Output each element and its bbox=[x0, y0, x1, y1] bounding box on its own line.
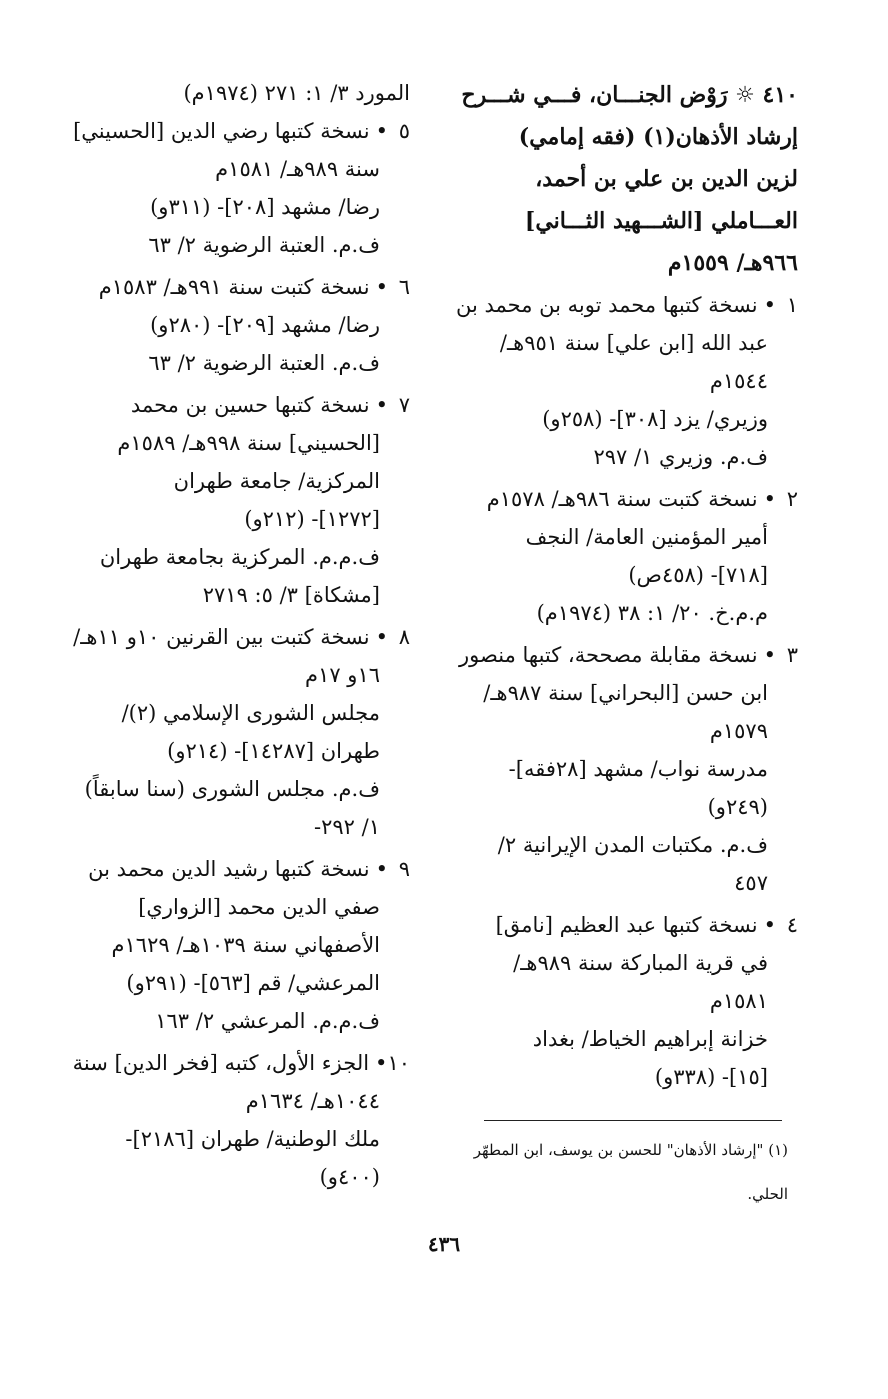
entry-number: ٤ bbox=[786, 913, 798, 937]
bullet-icon: • bbox=[763, 487, 776, 511]
heading-line: ٩٦٦هـ/ ١٥٥٩م bbox=[667, 250, 798, 276]
entry-text: نسخة كتبها رشيد الدين محمد بن bbox=[88, 857, 370, 881]
entry-text: نسخة كتبها محمد توبه بن محمد بن bbox=[456, 293, 758, 317]
entry-line: ف.م. وزيري ١/ ٢٩٧ bbox=[593, 445, 768, 469]
entry-line: طهران [١٤٢٨٧]- (٢١٤و) bbox=[167, 739, 380, 763]
page-number: ٤٣٦ bbox=[427, 1232, 461, 1256]
entry-first-line bbox=[72, 112, 410, 150]
bullet-icon: • bbox=[375, 857, 388, 881]
entry-line: ١/ ٢٩٢- bbox=[314, 815, 380, 839]
entry-line: ١٥٧٩م bbox=[709, 719, 768, 743]
bullet-icon: • bbox=[763, 643, 776, 667]
bullet-icon: • bbox=[375, 1051, 388, 1075]
entry-line: سنة ٩٨٩هـ/ ١٥٨١م bbox=[215, 157, 380, 181]
entry-line: المرعشي/ قم [٥٦٣]- (٢٩١و) bbox=[126, 971, 380, 995]
entry-line: ف.م. مكتبات المدن الإيرانية ٢/ bbox=[497, 833, 768, 857]
entry-text: نسخة كتبها عبد العظيم [نامق] bbox=[495, 913, 758, 937]
heading-line: إرشاد الأذهان(١) (فقه إمامي) bbox=[518, 124, 798, 150]
entry-line: [١٥]- (٣٣٨و) bbox=[654, 1065, 768, 1089]
entry-first-line bbox=[448, 286, 798, 324]
entry-first-line bbox=[72, 386, 410, 424]
entry-heading bbox=[448, 74, 798, 284]
manuscript-entry-5 bbox=[72, 112, 410, 264]
manuscript-entry-2 bbox=[448, 480, 798, 632]
entry-line: مدرسة نواب/ مشهد [٢٨فقه]- bbox=[508, 757, 768, 781]
entry-line: ف.م.م. المرعشي ٢/ ١٦٣ bbox=[155, 1009, 380, 1033]
entry-line: [١٢٧٢]- (٢١٢و) bbox=[244, 507, 380, 531]
entry-number: ٩ bbox=[398, 857, 410, 881]
footnote bbox=[470, 1128, 788, 1216]
manuscript-entry-7 bbox=[72, 386, 410, 614]
entry-line: مجلس الشورى الإسلامي (٢)/ bbox=[121, 701, 380, 725]
entry-line: خزانة إبراهيم الخياط/ بغداد bbox=[532, 1027, 768, 1051]
entry-line: عبد الله [ابن علي] سنة ٩٥١هـ/ bbox=[499, 331, 768, 355]
continued-reference: المورد ٣/ ١: ٢٧١ (١٩٧٤م) bbox=[183, 81, 410, 105]
manuscript-entry-9 bbox=[72, 850, 410, 1040]
entry-text: نسخة كتبها رضي الدين [الحسيني] bbox=[73, 119, 370, 143]
entry-line: أمير المؤمنين العامة/ النجف bbox=[525, 525, 768, 549]
entry-line: ابن حسن [البحراني] سنة ٩٨٧هـ/ bbox=[483, 681, 768, 705]
manuscript-entry-3 bbox=[448, 636, 798, 902]
footnote-divider bbox=[484, 1120, 782, 1121]
manuscript-entry-8 bbox=[72, 618, 410, 846]
entry-line: [الحسيني] سنة ٩٩٨هـ/ ١٥٨٩م bbox=[117, 431, 380, 455]
entry-number: ١ bbox=[786, 293, 798, 317]
entry-line: ملك الوطنية/ طهران [٢١٨٦]- bbox=[125, 1127, 380, 1151]
entry-first-line bbox=[72, 268, 410, 306]
manuscript-entry-4 bbox=[448, 906, 798, 1096]
entry-line: صفي الدين محمد [الزواري] bbox=[138, 895, 380, 919]
manuscript-entry-6 bbox=[72, 268, 410, 382]
entry-line: ١٥٨١م bbox=[709, 989, 768, 1013]
bullet-icon: • bbox=[375, 393, 388, 417]
entry-line: ١٦و ١٧م bbox=[305, 663, 380, 687]
entry-text: نسخة مقابلة مصححة، كتبها منصور bbox=[459, 643, 758, 667]
heading-line: العـــاملي [الشـــهيد الثـــاني] bbox=[524, 208, 798, 234]
entry-number: ٦ bbox=[398, 275, 410, 299]
footnote-line: الحلي. bbox=[747, 1185, 788, 1203]
entry-line: (٤٠٠و) bbox=[319, 1165, 380, 1189]
entry-text: الجزء الأول، كتبه [فخر الدين] سنة bbox=[72, 1051, 370, 1075]
entry-first-line bbox=[72, 618, 410, 656]
entry-line: [٧١٨]- (٤٥٨ص) bbox=[628, 563, 768, 587]
entry-line: رضا/ مشهد [٢٠٨]- (٣١١و) bbox=[150, 195, 380, 219]
entry-first-line bbox=[448, 906, 798, 944]
manuscript-entry-10 bbox=[72, 1044, 410, 1196]
entry-line: وزيري/ يزد [٣٠٨]- (٢٥٨و) bbox=[542, 407, 768, 431]
entry-line: ف.م. العتبة الرضوية ٢/ ٦٣ bbox=[148, 351, 380, 375]
entry-first-line bbox=[448, 480, 798, 518]
entry-number: ٧ bbox=[398, 393, 410, 417]
entry-number: ٣ bbox=[786, 643, 798, 667]
entry-line: المركزية/ جامعة طهران bbox=[173, 469, 380, 493]
entry-number: ٨ bbox=[398, 625, 410, 649]
footnote-line: (١) "إرشاد الأذهان" للحسن بن يوسف، ابن المطهّر bbox=[473, 1141, 788, 1159]
entry-number: ٢ bbox=[786, 487, 798, 511]
entry-line: رضا/ مشهد [٢٠٩]- (٢٨٠و) bbox=[150, 313, 380, 337]
bullet-icon: • bbox=[763, 293, 776, 317]
bullet-icon: • bbox=[375, 625, 388, 649]
entry-number: ٥ bbox=[398, 119, 410, 143]
heading-line: ٤١٠ ☼ رَوْض الجنـــان، فـــي شـــرح bbox=[461, 82, 798, 108]
entry-text: نسخة كتبت سنة ٩٩١هـ/ ١٥٨٣م bbox=[98, 275, 370, 299]
entry-line: ١٠٤٤هـ/ ١٦٣٤م bbox=[245, 1089, 380, 1113]
entry-line: الأصفهاني سنة ١٠٣٩هـ/ ١٦٢٩م bbox=[111, 933, 380, 957]
entry-line: (٢٤٩و) bbox=[707, 795, 768, 819]
entry-first-line bbox=[72, 850, 410, 888]
entry-number: ١٠ bbox=[387, 1051, 410, 1075]
entry-line: م.م.خ. ٢٠/ ١: ٣٨ (١٩٧٤م) bbox=[536, 601, 768, 625]
entry-line: [مشكاة] ٣/ ٥: ٢٧١٩ bbox=[202, 583, 380, 607]
manuscript-entry-1 bbox=[448, 286, 798, 476]
bullet-icon: • bbox=[763, 913, 776, 937]
entry-line: ف.م.م. المركزية بجامعة طهران bbox=[99, 545, 380, 569]
right-column bbox=[448, 74, 798, 1100]
entry-line: ١٥٤٤م bbox=[709, 369, 768, 393]
heading-line: لزين الدين بن علي بن أحمد، bbox=[535, 166, 798, 192]
entry-text: نسخة كتبت بين القرنين ١٠و ١١هـ/ bbox=[73, 625, 370, 649]
bullet-icon: • bbox=[375, 119, 388, 143]
entry-text: نسخة كتبها حسين بن محمد bbox=[130, 393, 370, 417]
left-column bbox=[72, 74, 410, 1200]
bullet-icon: • bbox=[375, 275, 388, 299]
entry-line: ٤٥٧ bbox=[734, 871, 768, 895]
entry-line: في قرية المباركة سنة ٩٨٩هـ/ bbox=[513, 951, 768, 975]
entry-first-line bbox=[72, 1044, 410, 1082]
entry-first-line bbox=[448, 636, 798, 674]
entry-line: ف.م. مجلس الشورى (سنا سابقاً) bbox=[84, 777, 380, 801]
entry-line: ف.م. العتبة الرضوية ٢/ ٦٣ bbox=[148, 233, 380, 257]
entry-text: نسخة كتبت سنة ٩٨٦هـ/ ١٥٧٨م bbox=[486, 487, 758, 511]
